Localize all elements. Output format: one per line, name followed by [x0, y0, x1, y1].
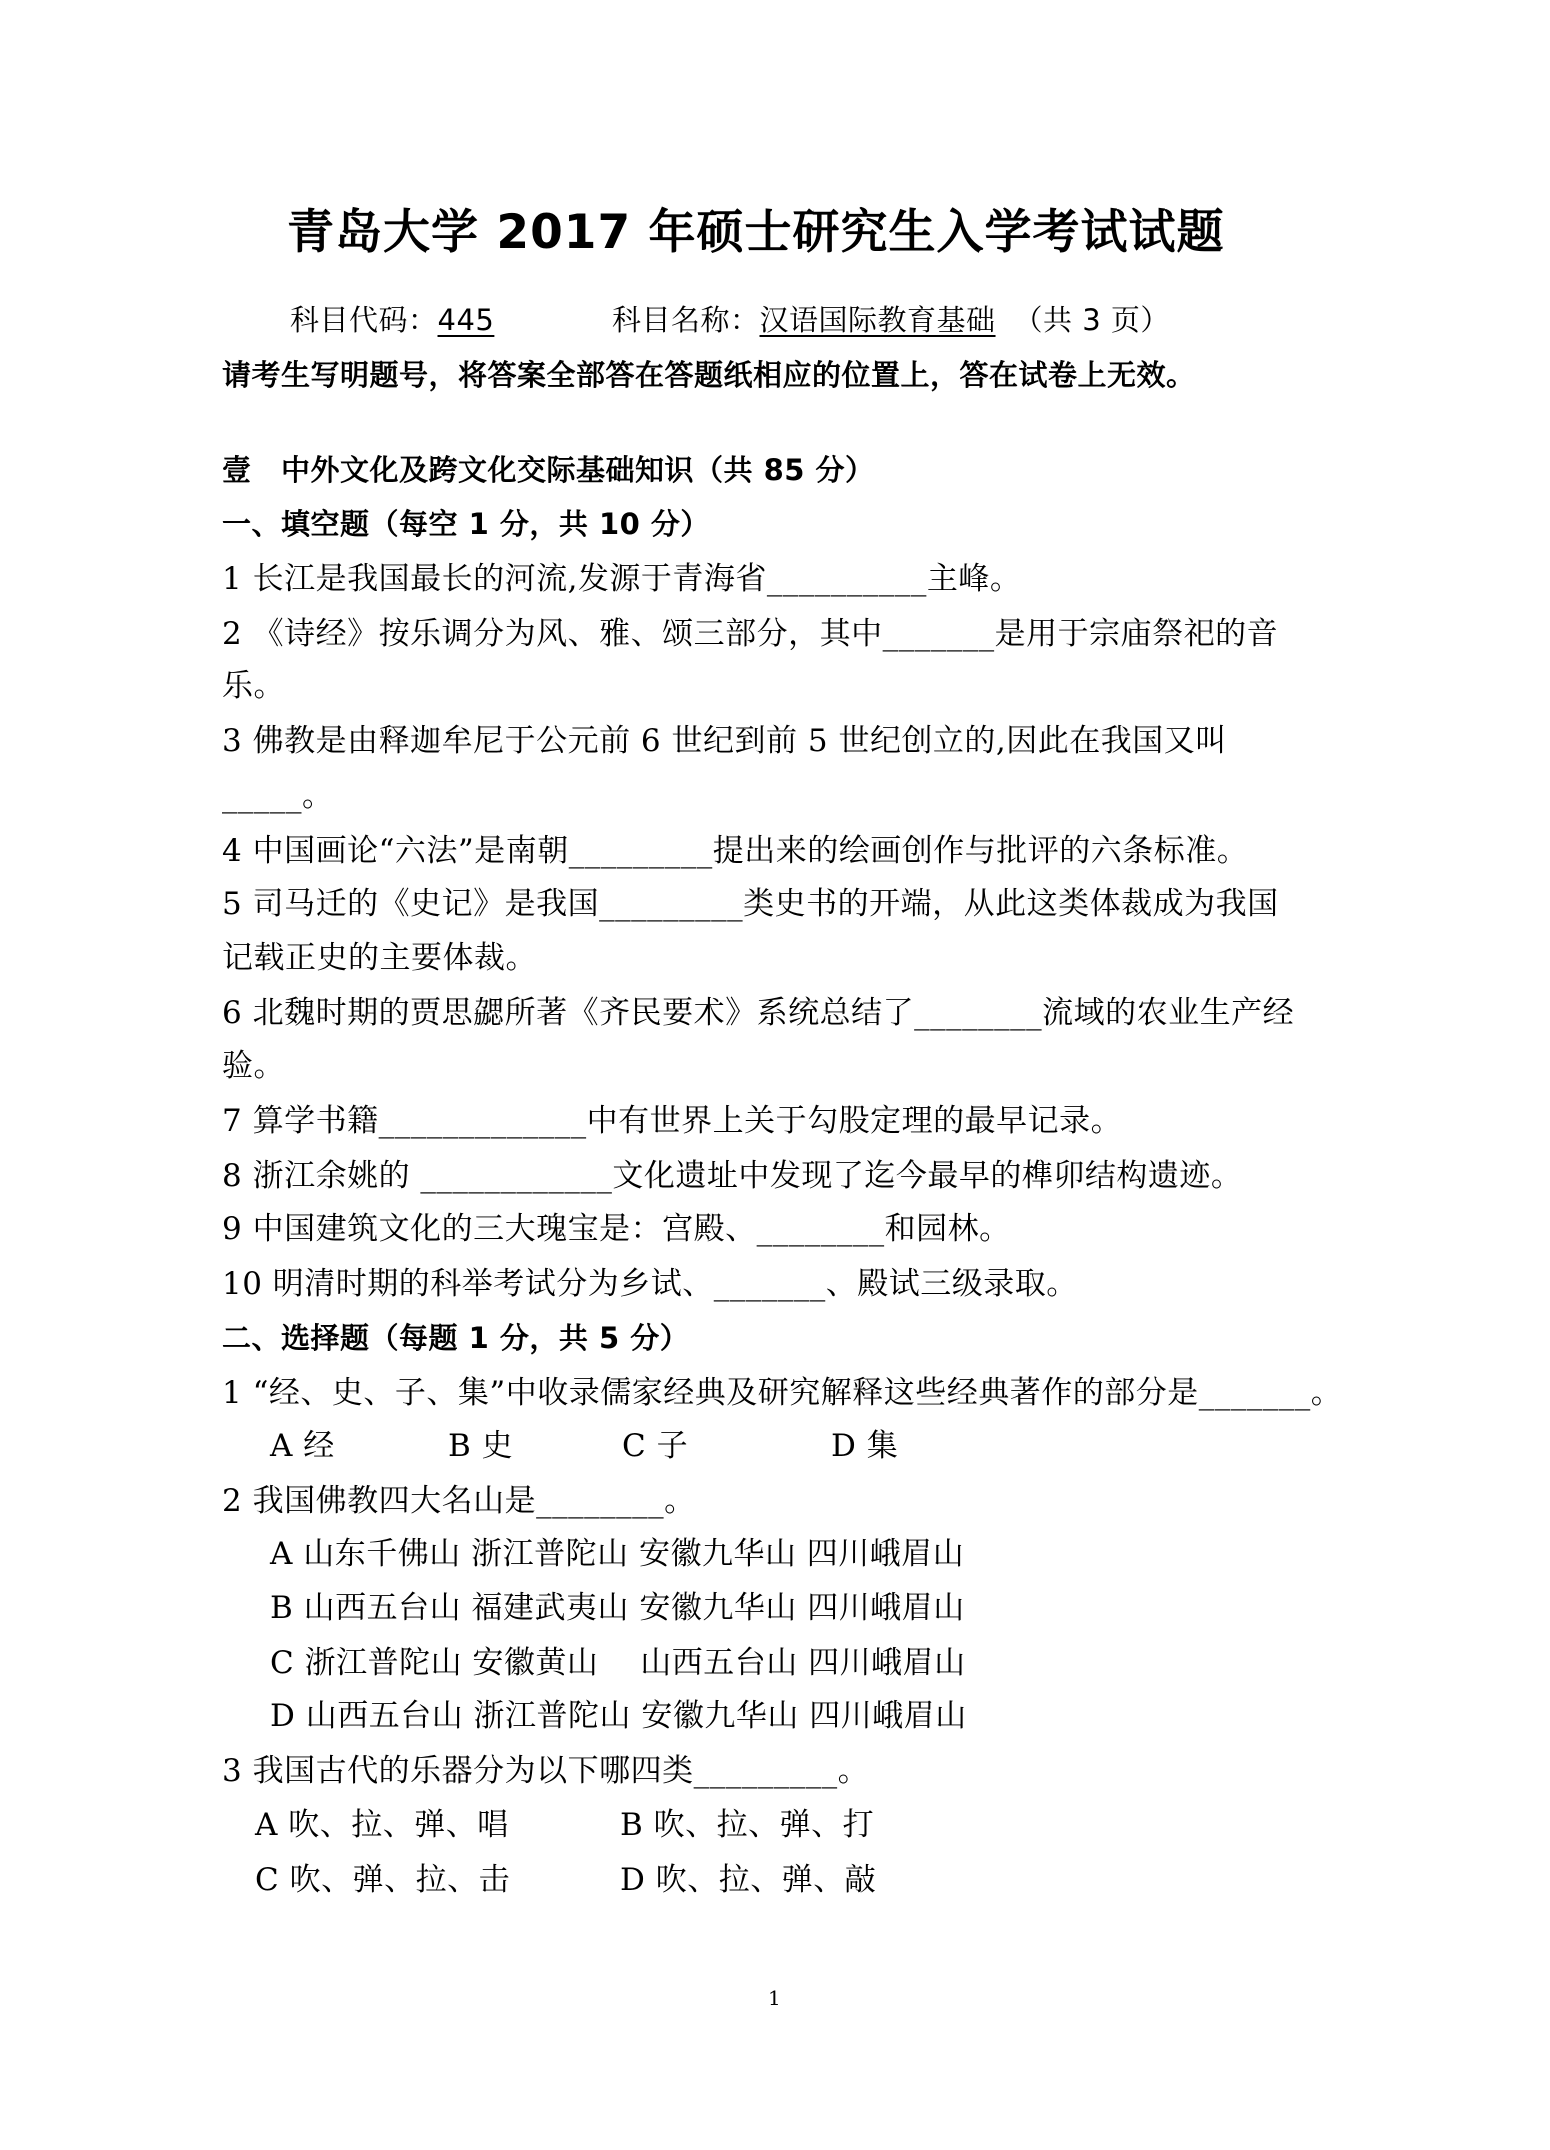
fill-in-question-8: 8 浙江余姚的 ____________文化遗址中发现了迄今最早的榫卯结构遗迹。 — [222, 1158, 1243, 1194]
mc-question-3-option-a: A 吹、拉、弹、唱 — [255, 1807, 509, 1843]
mc-question-3-option-d: D 吹、拉、弹、敲 — [620, 1862, 877, 1898]
fill-in-question-3: 3 佛教是由释迦牟尼于公元前 6 世纪到前 5 世纪创立的,因此在我国又叫 — [222, 723, 1227, 759]
fill-in-question-3-cont: _____。 — [222, 778, 334, 814]
part-heading: 壹 中外文化及跨文化交际基础知识（共 85 分） — [222, 453, 875, 487]
fill-in-question-2: 2 《诗经》按乐调分为风、雅、颂三部分，其中_______是用于宗庙祭祀的音 — [222, 616, 1279, 652]
fill-in-question-7: 7 算学书籍_____________中有世界上关于勾股定理的最早记录。 — [222, 1103, 1123, 1139]
page-count: （共 3 页） — [1013, 303, 1170, 337]
fill-in-question-1: 1 长江是我国最长的河流,发源于青海省__________主峰。 — [222, 561, 1022, 597]
subject-info-line — [290, 300, 494, 340]
mc-question-2-option-a: A 山东千佛山 浙江普陀山 安徽九华山 四川峨眉山 — [270, 1536, 965, 1572]
mc-question-3-option-c: C 吹、弹、拉、击 — [255, 1862, 511, 1898]
fill-in-question-6: 6 北魏时期的贾思勰所著《齐民要术》系统总结了________流域的农业生产经 — [222, 995, 1295, 1031]
subject-name: 汉语国际教育基础 — [759, 303, 996, 337]
mc-question-3-stem: 3 我国古代的乐器分为以下哪四类_________。 — [222, 1753, 870, 1789]
mc-question-1-option-c: C 子 — [622, 1428, 689, 1464]
fill-in-question-5: 5 司马迁的《史记》是我国_________类史书的开端，从此这类体裁成为我国 — [222, 886, 1279, 922]
mc-question-1-option-b: B 史 — [448, 1428, 514, 1464]
mc-question-2-option-b: B 山西五台山 福建武夷山 安徽九华山 四川峨眉山 — [270, 1590, 965, 1626]
fill-in-question-5-cont: 记载正史的主要体裁。 — [222, 940, 537, 976]
mc-question-2-option-d: D 山西五台山 浙江普陀山 安徽九华山 四川峨眉山 — [270, 1698, 967, 1734]
mc-question-1-option-d: D 集 — [831, 1428, 899, 1464]
mc-question-3-option-b: B 吹、拉、弹、打 — [620, 1807, 875, 1843]
subject-name-label: 科目名称： — [612, 303, 760, 337]
exam-title: 青岛大学 2017 年硕士研究生入学考试试题 — [287, 205, 1225, 260]
mc-question-1-stem: 1 “经、史、子、集”中收录儒家经典及研究解释这些经典著作的部分是_______。 — [222, 1375, 1343, 1411]
mc-question-1-option-a: A 经 — [270, 1428, 335, 1464]
fill-in-question-9: 9 中国建筑文化的三大瑰宝是：宫殿、________和园林。 — [222, 1211, 1011, 1247]
fill-in-question-2-cont: 乐。 — [222, 668, 285, 704]
fill-in-question-10: 10 明清时期的科举考试分为乡试、_______、殿试三级录取。 — [222, 1266, 1078, 1302]
multiple-choice-heading: 二、选择题（每题 1 分，共 5 分） — [222, 1321, 690, 1355]
fill-in-heading: 一、填空题（每空 1 分，共 10 分） — [222, 507, 710, 541]
fill-in-question-4: 4 中国画论“六法”是南朝_________提出来的绘画创作与批评的六条标准。 — [222, 833, 1249, 869]
page-number: 1 — [768, 1986, 781, 2010]
subject-code-label: 科目代码： — [290, 303, 438, 337]
subject-code: 445 — [437, 303, 495, 337]
mc-question-2-stem: 2 我国佛教四大名山是________。 — [222, 1483, 696, 1519]
subject-name-line — [612, 300, 1170, 340]
mc-question-2-option-c: C 浙江普陀山 安徽黄山 山西五台山 四川峨眉山 — [270, 1645, 966, 1681]
exam-instruction: 请考生写明题号，将答案全部答在答题纸相应的位置上，答在试卷上无效。 — [222, 358, 1196, 392]
fill-in-question-6-cont: 验。 — [222, 1048, 285, 1084]
